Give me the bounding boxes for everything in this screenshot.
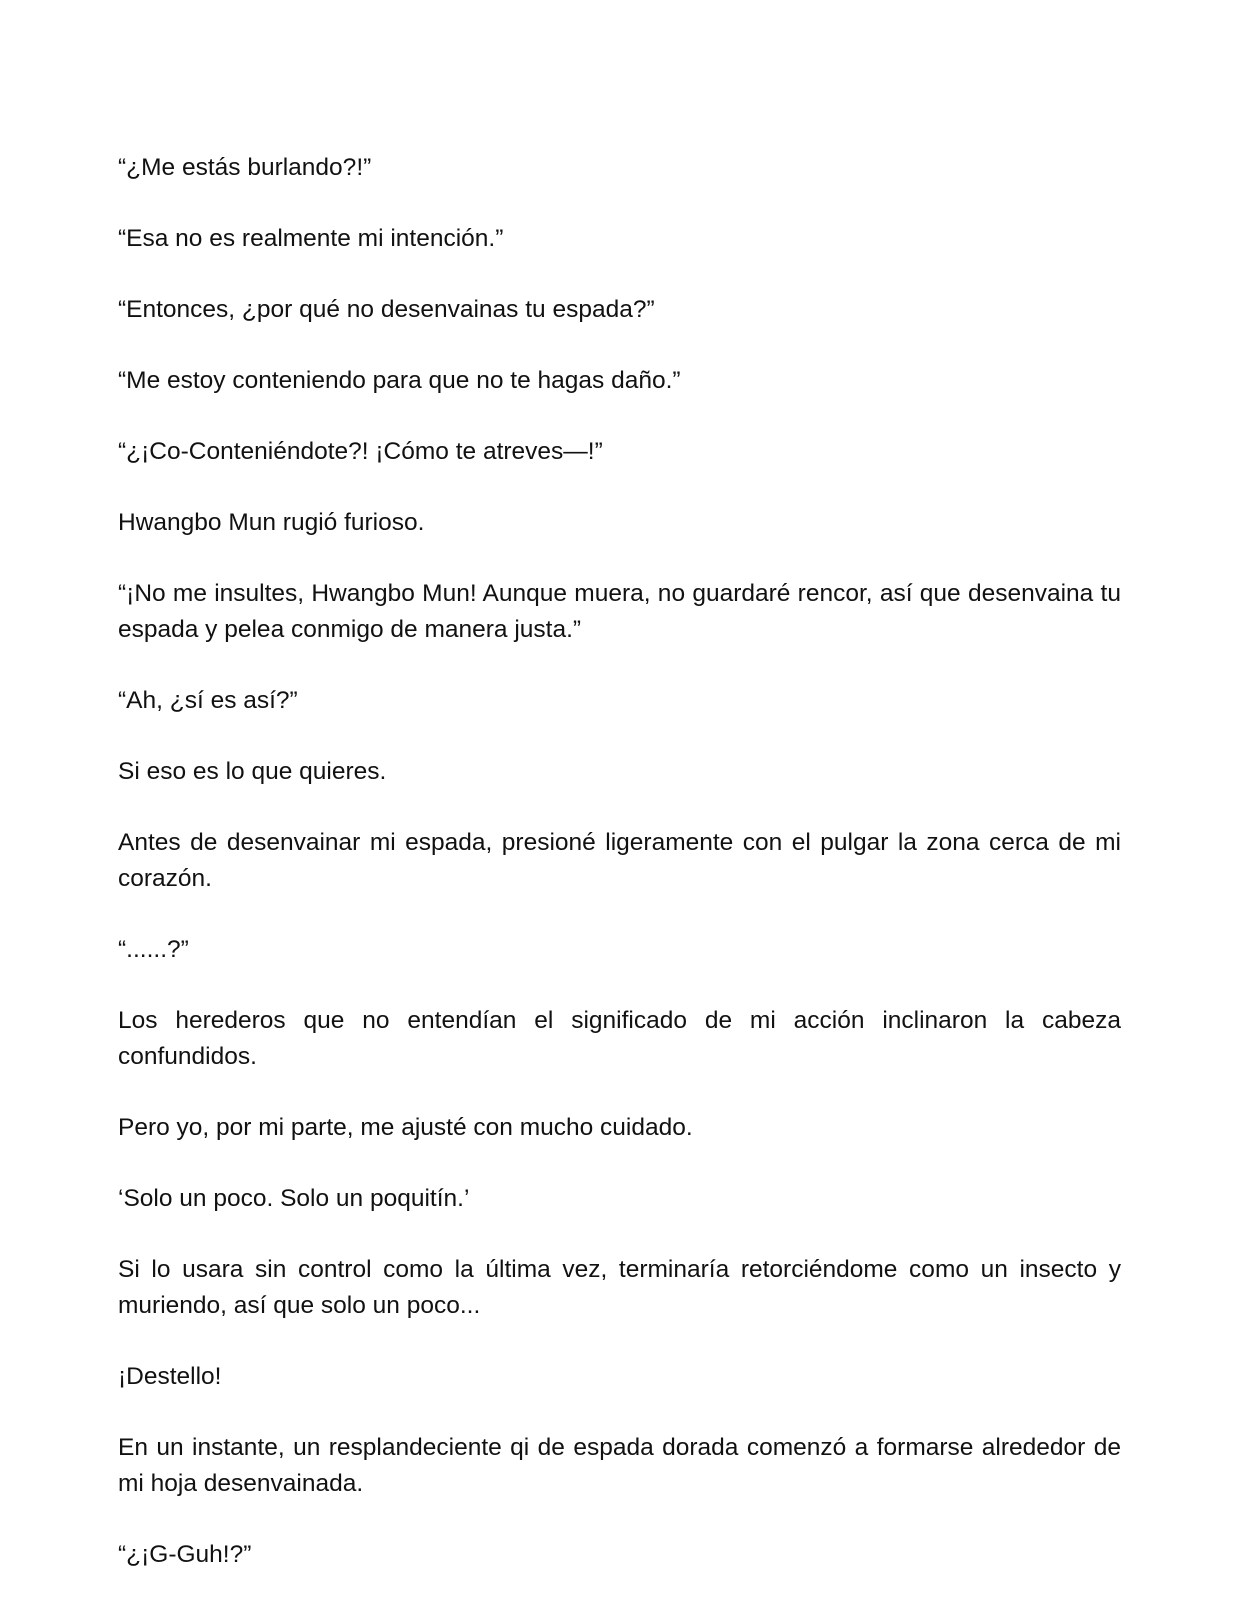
paragraph: ‘Solo un poco. Solo un poquitín.’	[118, 1185, 470, 1212]
paragraph: “Esa no es realmente mi intención.”	[118, 225, 504, 252]
paragraph: “¡No me insultes, Hwangbo Mun! Aunque muera, no guardaré rencor, así que desenvaina tu espada y pelea conmigo de manera justa.”	[118, 580, 1121, 643]
paragraph: “Entonces, ¿por qué no desenvainas tu espada?”	[118, 296, 655, 323]
document-page	[118, 150, 1121, 1573]
paragraph: Pero yo, por mi parte, me ajusté con mucho cuidado.	[118, 1114, 693, 1141]
paragraph: “¿¡G-Guh!?”	[118, 1541, 252, 1568]
paragraph: Si eso es lo que quieres.	[118, 758, 387, 785]
paragraph: “¿Me estás burlando?!”	[118, 154, 372, 181]
paragraph: “Me estoy conteniendo para que no te hagas daño.”	[118, 367, 681, 394]
paragraph: Antes de desenvainar mi espada, presioné ligeramente con el pulgar la zona cerca de mi corazón.	[118, 829, 1121, 892]
paragraph: “......?”	[118, 936, 189, 963]
paragraph: “¿¡Co-Conteniéndote?! ¡Cómo te atreves—!”	[118, 438, 603, 465]
paragraph: ¡Destello!	[118, 1363, 222, 1390]
paragraph: Si lo usara sin control como la última vez, terminaría retorciéndome como un insecto y muriendo, así que solo un poco...	[118, 1256, 1121, 1319]
paragraph: En un instante, un resplandeciente qi de espada dorada comenzó a formarse alrededor de mi hoja desenvainada.	[118, 1434, 1121, 1497]
paragraph: Los herederos que no entendían el significado de mi acción inclinaron la cabeza confundidos.	[118, 1007, 1121, 1070]
paragraph: Hwangbo Mun rugió furioso.	[118, 509, 425, 536]
paragraph: “Ah, ¿sí es así?”	[118, 687, 298, 714]
